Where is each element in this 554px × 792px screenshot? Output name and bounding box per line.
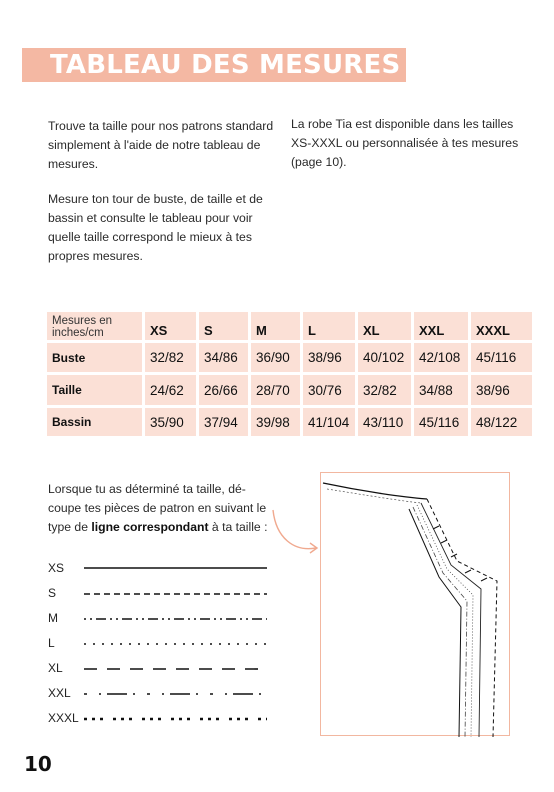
table-cell: 34/86 <box>199 343 248 372</box>
line-dot-dash-icon <box>84 684 324 704</box>
size-header-xl: XL <box>358 312 411 340</box>
row-label-taille: Taille <box>47 375 142 405</box>
table-cell: 39/98 <box>251 408 300 436</box>
instructions-text-before: Lorsque tu as déterminé ta taille, dé-coupe tes pièces de patron en suivant le type de <box>48 482 267 534</box>
legend-row-xxxl <box>48 709 288 729</box>
pattern-piece-image <box>321 473 511 737</box>
table-cell: 34/88 <box>414 375 468 405</box>
legend-label-xl: XL <box>48 661 63 675</box>
table-cell: 35/90 <box>145 408 196 436</box>
instructions-text-after: à ta taille : <box>208 520 268 534</box>
instructions-paragraph <box>48 480 270 537</box>
legend-label-s: S <box>48 586 57 600</box>
legend-label-m: M <box>48 611 58 625</box>
legend-row-l <box>48 634 288 654</box>
table-cell: 26/66 <box>199 375 248 405</box>
legend-row-xs <box>48 559 288 579</box>
intro-paragraph-3: La robe Tia est disponible dans les tailles XS-XXXL ou personnalisée à tes mesures (page 10). <box>291 117 519 169</box>
page-number: 10 <box>24 752 52 776</box>
size-header-s: S <box>199 312 248 340</box>
legend-label-xs: XS <box>48 561 65 575</box>
table-cell: 30/76 <box>303 375 355 405</box>
line-solid-icon <box>84 559 324 579</box>
line-long-dash-icon <box>84 659 324 679</box>
table-cell: 37/94 <box>199 408 248 436</box>
table-cell: 38/96 <box>303 343 355 372</box>
table-cell: 43/110 <box>358 408 411 436</box>
size-header-xxl: XXL <box>414 312 468 340</box>
table-cell: 41/104 <box>303 408 355 436</box>
legend-row-xxl <box>48 684 288 704</box>
intro-paragraph-2: Mesure ton tour de buste, de taille et de bassin et consulte le tableau pour voir quelle taille correspond le mieux à tes propres mesures. <box>48 192 263 263</box>
table-cell: 24/62 <box>145 375 196 405</box>
table-cell: 42/108 <box>414 343 468 372</box>
line-dash-dot-icon <box>84 609 324 629</box>
table-cell: 45/116 <box>471 343 532 372</box>
table-cell: 28/70 <box>251 375 300 405</box>
row-label-buste: Buste <box>47 343 142 372</box>
table-cell: 48/122 <box>471 408 532 436</box>
legend-row-s <box>48 584 288 604</box>
line-dotted-icon <box>84 634 324 654</box>
legend-row-m <box>48 609 288 629</box>
instructions-text-bold: ligne correspondant <box>91 520 209 534</box>
size-header-xxxl: XXXL <box>471 312 532 340</box>
line-short-dash-icon <box>84 584 324 604</box>
table-cell: 40/102 <box>358 343 411 372</box>
table-cell: 45/116 <box>414 408 468 436</box>
table-header-label: Mesures en inches/cm <box>47 312 142 340</box>
size-header-l: L <box>303 312 355 340</box>
table-cell: 36/90 <box>251 343 300 372</box>
page-title: TABLEAU DES MESURES <box>50 50 401 80</box>
legend-label-xxxl: XXXL <box>48 711 79 725</box>
legend-row-xl <box>48 659 288 679</box>
table-cell: 38/96 <box>471 375 532 405</box>
pattern-illustration <box>320 472 510 736</box>
table-cell: 32/82 <box>145 343 196 372</box>
intro-paragraph-1: Trouve ta taille pour nos patrons standard simplement à l'aide de notre tableau de mesures. <box>48 119 274 171</box>
legend-label-xxl: XXL <box>48 686 71 700</box>
legend-label-l: L <box>48 636 55 650</box>
row-label-bassin: Bassin <box>47 408 142 436</box>
size-header-xs: XS <box>145 312 196 340</box>
table-cell: 32/82 <box>358 375 411 405</box>
size-header-m: M <box>251 312 300 340</box>
arrow-icon <box>270 508 322 556</box>
line-heavy-dotted-icon <box>84 709 324 729</box>
